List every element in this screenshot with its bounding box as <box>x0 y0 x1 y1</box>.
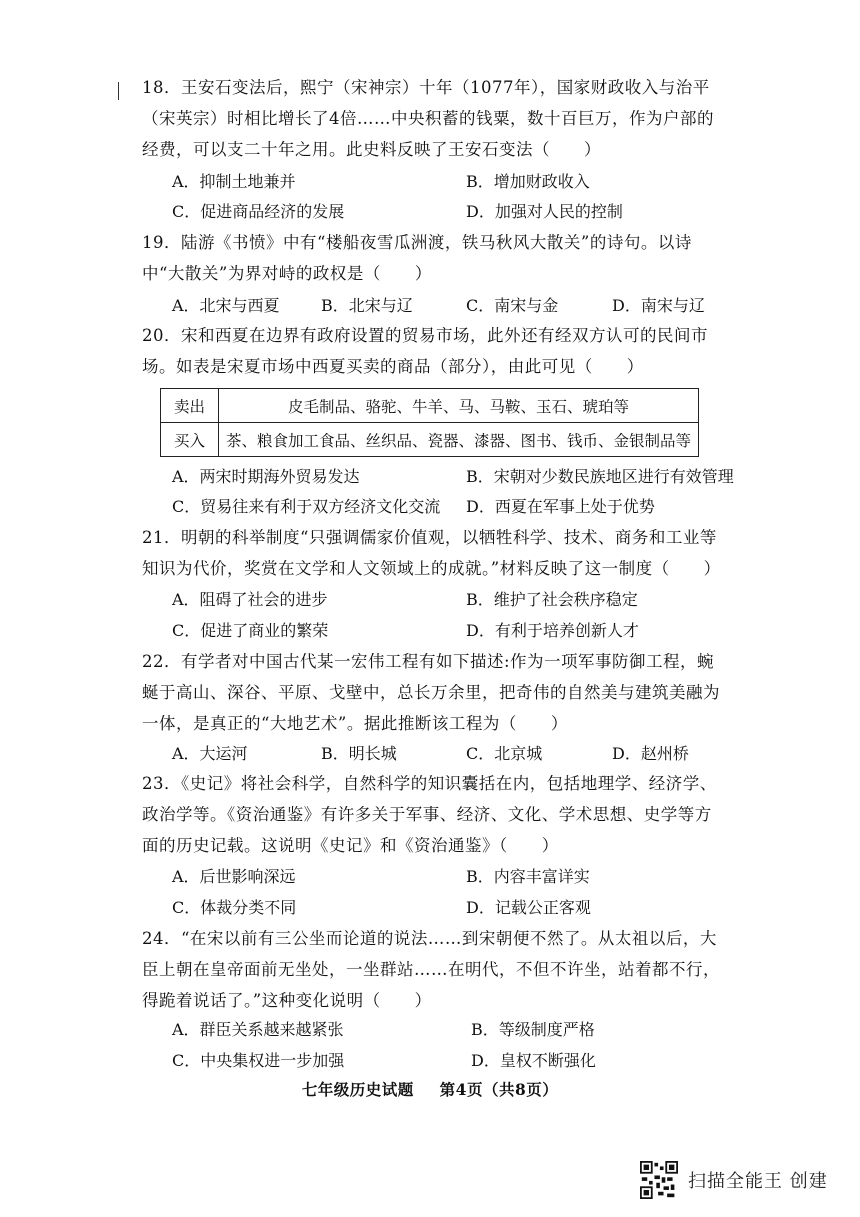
q23-option-a: A．后世影响深远 <box>172 867 296 886</box>
q18-option-d: D．加强对人民的控制 <box>466 202 623 221</box>
question-19-text: 19．陆游《书愤》中有“楼船夜雪瓜洲渡，铁马秋风大散关”的诗句。以诗中“大散关”为界对峙的政权是（ ） <box>142 233 692 283</box>
q18-option-a: A．抑制土地兼并 <box>172 172 296 191</box>
q19-option-b: B．北宋与辽 <box>321 296 413 315</box>
scanner-watermark <box>640 1160 828 1200</box>
q20-option-b: B．宋朝对少数民族地区进行有效管理 <box>466 467 734 486</box>
question-24-text: 24．“在宋以前有三公坐而论道的说法……到宋朝便不然了。从太祖以后，大臣上朝在皇帝面前无坐处，一坐群站……在明代，不但不许坐，站着都不行，得跪着说话了。”这种变化说明（ ） <box>142 929 720 1010</box>
q24-option-a: A．群臣关系越来越紧张 <box>172 1020 344 1039</box>
q21-option-c: C．促进了商业的繁荣 <box>172 621 329 640</box>
q18-option-b: B．增加财政收入 <box>466 172 590 191</box>
table-content-cell: 茶、粮食加工食品、丝织品、瓷器、漆器、图书、钱币、金银制品等 <box>219 423 699 457</box>
table-row <box>161 389 699 423</box>
question-23-text: 23．《史记》将社会科学，自然科学的知识囊括在内，包括地理学、经济学、政治学等。《资治通鉴》有许多关于军事、经济、文化、学术思想、史学等方面的历史记载。这说明《史记》和《资治通鉴》（ ） <box>142 774 717 855</box>
q23-option-b: B．内容丰富详实 <box>466 867 590 886</box>
q19-option-a: A．北宋与西夏 <box>172 296 280 315</box>
q24-option-d: D．皇权不断强化 <box>471 1051 596 1070</box>
q23-option-d: D．记载公正客观 <box>466 898 591 917</box>
margin-mark <box>118 82 119 100</box>
q23-option-c: C．体裁分类不同 <box>172 898 297 917</box>
question-18-text: 18．王安石变法后，熙宁（宋神宗）十年（1077年），国家财政收入与治平（宋英宗）时相比增长了4倍……中央积蓄的钱粟，数十百巨万，作为户部的经费，可以支二十年之用。此史料反映了王安石变法（ ） <box>142 78 714 159</box>
q19-option-d: D．南宋与辽 <box>612 296 705 315</box>
q20-option-d: D．西夏在军事上处于优势 <box>466 497 655 516</box>
q20-option-a: A．两宋时期海外贸易发达 <box>172 467 360 486</box>
q22-option-b: B．明长城 <box>321 744 397 763</box>
q21-option-a: A．阻碍了社会的进步 <box>172 590 328 609</box>
q22-option-a: A．大运河 <box>172 744 248 763</box>
table-header-cell: 买入 <box>161 423 219 457</box>
q24-option-c: C．中央集权进一步加强 <box>172 1051 345 1070</box>
q24-option-b: B．等级制度严格 <box>471 1020 595 1039</box>
trade-table <box>160 388 699 457</box>
q19-option-c: C．南宋与金 <box>466 296 559 315</box>
qr-code-icon <box>640 1161 678 1199</box>
question-21-text: 21．明朝的科举制度“只强调儒家价值观，以牺牲科学、技术、商务和工业等知识为代价，奖赏在文学和人文领域上的成就。”材料反映了这一制度（ ） <box>142 528 721 578</box>
q21-option-b: B．维护了社会秩序稳定 <box>466 590 638 609</box>
table-row <box>161 423 699 457</box>
question-22-text: 22．有学者对中国古代某一宏伟工程有如下描述:作为一项军事防御工程，蜿蜒于高山、深谷、平原、戈壁中，总长万余里，把奇伟的自然美与建筑美融为一体，是真正的“大地艺术”。据此推断该工程为（ ） <box>142 652 720 733</box>
watermark-text: 扫描全能王 创建 <box>688 1171 828 1192</box>
footer-title: 七年级历史试题 <box>301 1080 414 1099</box>
footer-page-number: 第4页（共8页） <box>439 1080 559 1099</box>
q18-option-c: C．促进商品经济的发展 <box>172 202 345 221</box>
table-content-cell: 皮毛制品、骆驼、牛羊、马、马鞍、玉石、琥珀等 <box>219 389 699 423</box>
q22-option-d: D．赵州桥 <box>612 744 689 763</box>
q22-option-c: C．北京城 <box>466 744 543 763</box>
table-header-cell: 卖出 <box>161 389 219 423</box>
q21-option-d: D．有利于培养创新人才 <box>466 621 639 640</box>
page-footer <box>0 1078 860 1100</box>
q20-option-c: C．贸易往来有利于双方经济文化交流 <box>172 497 441 516</box>
question-20-text: 20．宋和西夏在边界有政府设置的贸易市场，此外还有经双方认可的民间市场。如表是宋夏市场中西夏买卖的商品（部分），由此可见（ ） <box>142 326 708 376</box>
